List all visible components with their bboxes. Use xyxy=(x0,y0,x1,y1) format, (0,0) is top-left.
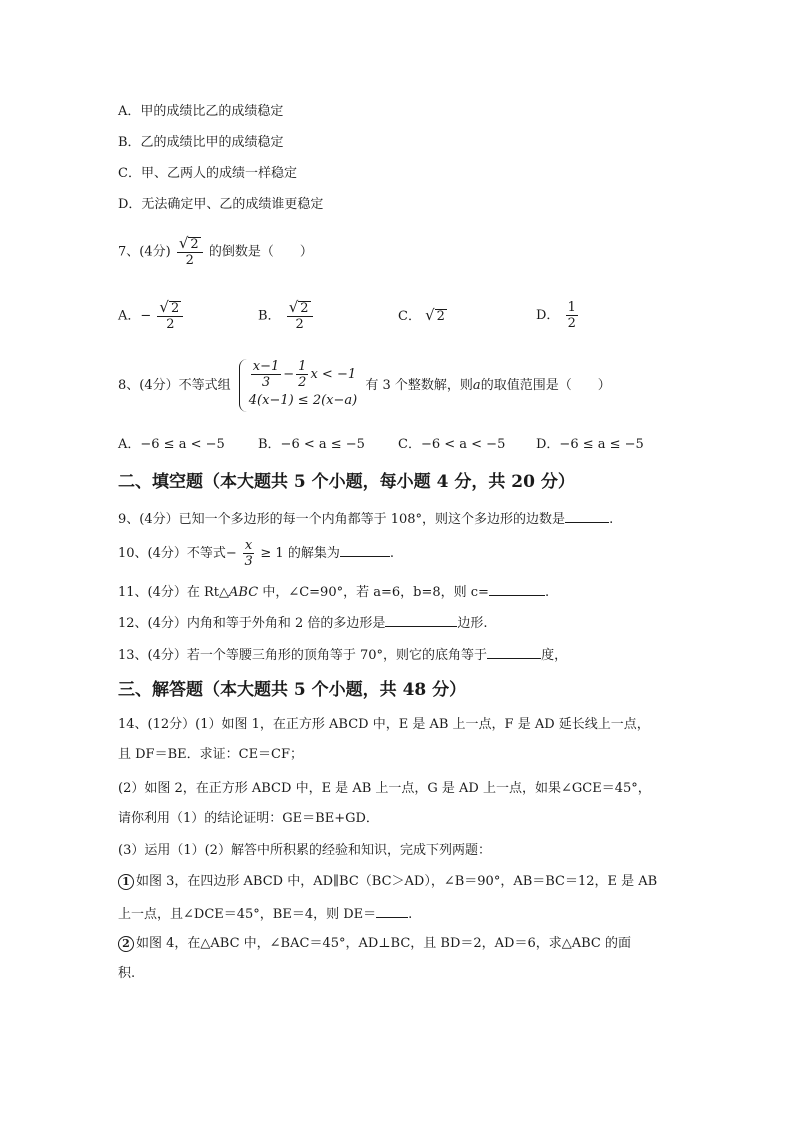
q7-option-a: A．− $\frac{√ 2}{2}$ xyxy=(118,300,185,332)
q14-line-1: 14、(12分）(1）如图 1，在正方形 ABCD 中，E 是 AB 上一点，F 是 AD 延长线上一点， xyxy=(118,717,650,732)
q7-option-d: D． $\frac{1}{2}$ xyxy=(536,300,576,331)
q14-line-3: (2）如图 2，在正方形 ABCD 中，E 是 AB 上一点，G 是 AD 上一点，如果∠GCE＝45°， xyxy=(118,781,651,796)
section2-title: 二、填空题（本大题共 5 个小题，每小题 4 分，共 20 分） xyxy=(118,472,575,492)
q14-line-8: 2 如图 4，在△ABC 中，∠BAC＝45°，AD⊥BC，且 BD＝2，AD＝6，求△ABC 的面 xyxy=(118,934,631,954)
q14-line-7: 上一点，且∠DCE＝45°，BE＝4，则 DE＝ . xyxy=(118,903,412,925)
q12: 12、(4分）内角和等于外角和 2 倍的多边形是 边形. xyxy=(118,612,488,634)
q14-line-6: 1 如图 3，在四边形 ABCD 中，AD∥BC（BC＞AD），∠B＝90°，AB＝BC＝12，E 是 AB xyxy=(118,872,657,892)
q9: 9、(4分）已知一个多边形的每一个内角都等于 108°，则这个多边形的边数是 . xyxy=(118,508,613,530)
q7-prefix: 7、(4分) xyxy=(118,244,171,260)
q6-option-a: A．甲的成绩比乙的成绩稳定 xyxy=(118,104,284,119)
q6-option-d: D．无法确定甲、乙的成绩谁更稳定 xyxy=(118,197,324,212)
q14-line-4: 请你利用（1）的结论证明：GE＝BE+GD． xyxy=(118,811,379,826)
q14-line-9: 积. xyxy=(118,966,136,981)
q8-stem: 8、(4分）不等式组 $\frac{x-1}{3}$ − $\frac{1}{2}$ x < −1 4(x−1) ≤ 2(x−a) 有 3 个整数解，则a的取值范围是（ ） xyxy=(118,356,611,416)
q8-inequality-system: $\frac{x-1}{3}$ − $\frac{1}{2}$ x < −1 4(x−1) ≤ 2(x−a) xyxy=(239,359,357,412)
q6-option-c: C．甲、乙两人的成绩一样稳定 xyxy=(118,166,297,181)
q8-option-c: C．−6 < a < −5 xyxy=(398,437,506,452)
q7-stem xyxy=(118,236,313,268)
q7-fraction: $\frac{√ 2}{2}$ xyxy=(177,236,203,268)
circled-number-2: 2 xyxy=(118,936,134,952)
q6-option-b: B．乙的成绩比甲的成绩稳定 xyxy=(118,135,284,150)
q7-option-b: B． $\frac{√ 2}{2}$ xyxy=(258,300,315,332)
q8-option-b: B．−6 < a ≤ −5 xyxy=(258,437,365,452)
q8-option-a: A．−6 ≤ a < −5 xyxy=(118,437,225,452)
q7-option-c: C． √ 2 xyxy=(398,306,445,324)
q11: 11、(4分）在 Rt△ABC 中，∠C=90°，若 a=6，b=8，则 c= . xyxy=(118,581,549,603)
q8-option-d: D．−6 ≤ a ≤ −5 xyxy=(536,437,644,452)
section3-title: 三、解答题（本大题共 5 个小题，共 48 分） xyxy=(118,680,467,700)
circled-number-1: 1 xyxy=(118,874,134,890)
q7-suffix: 的倒数是（ ） xyxy=(208,244,313,260)
q14-line-2: 且 DF＝BE．求证：CE＝CF； xyxy=(118,747,304,762)
q10: 10、(4分）不等式− $\frac{x}{3}$ ≥ 1 的解集为 . xyxy=(118,538,394,569)
q14-line-5: (3）运用（1）(2）解答中所积累的经验和知识，完成下列两题： xyxy=(118,843,491,858)
q13: 13、(4分）若一个等腰三角形的顶角等于 70°，则它的底角等于 度， xyxy=(118,644,567,666)
